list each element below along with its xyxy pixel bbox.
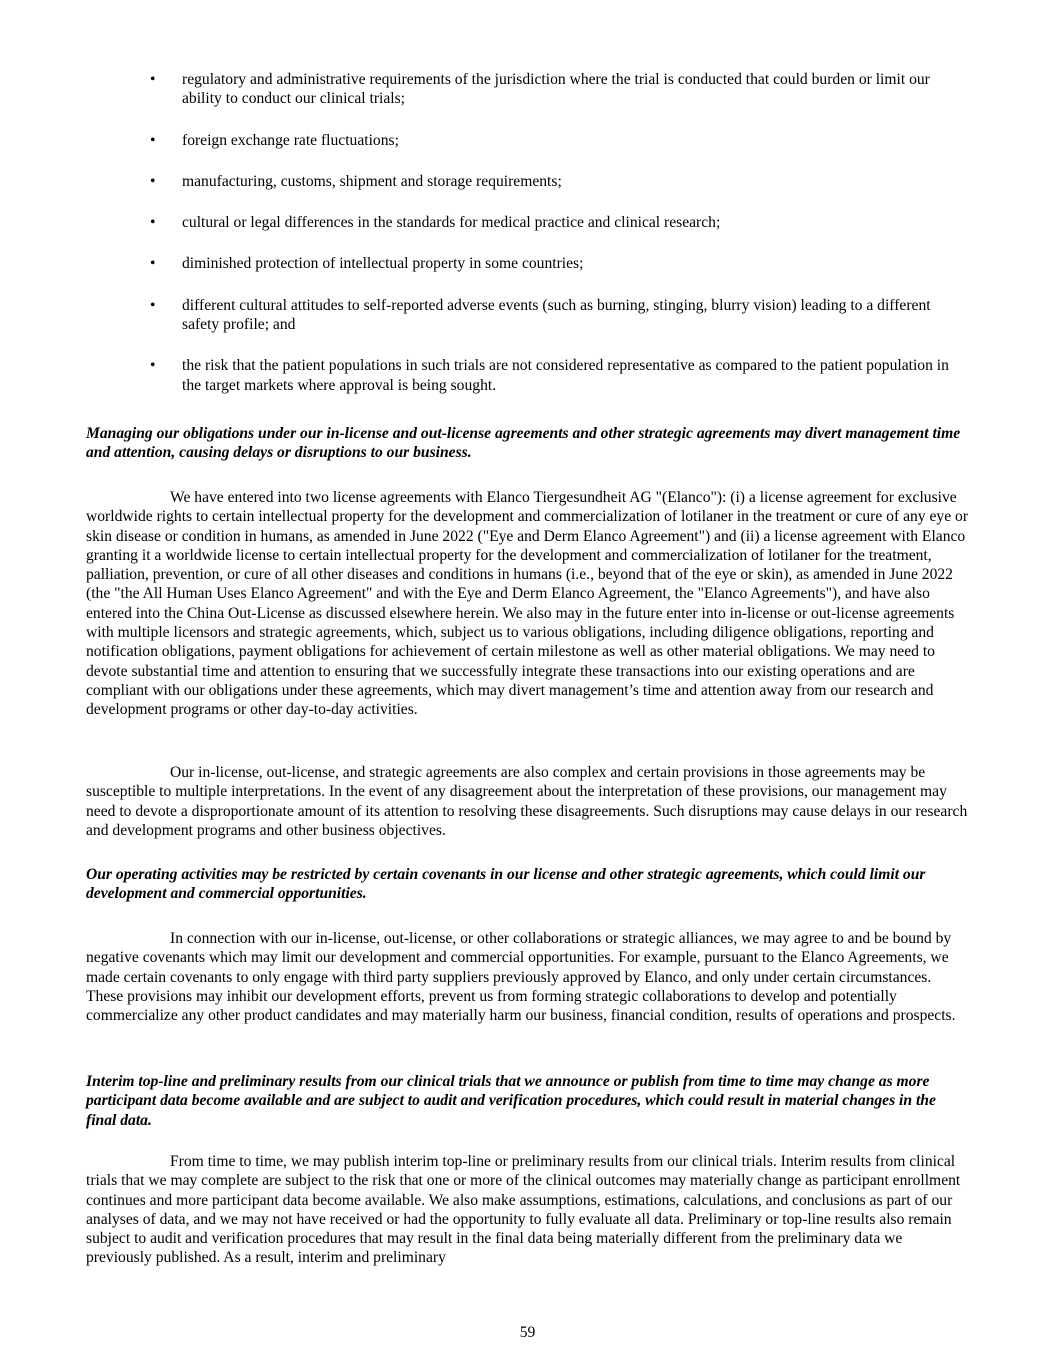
paragraph-interim-results: From time to time, we may publish interim top-line or preliminary results from our clinical trials. Interim results from clinical trials that we may complete are subject to the risk that one or more of the clinical outcomes may materially change as participant enrollment continues and more participant data become available. We also make assumptions, estimations, calculations, and conclusions as part of our analyses of data, and we may not have received or had the opportunity to fully evaluate all data. Preliminary or top-line results also remain subject to audit and verification procedures that may result in the final data being materially different from the preliminary data we previously published. As a result, interim and preliminary: [86, 1153, 961, 1267]
list-item: [86, 296, 968, 335]
section-heading-restrictive-covenants: Our operating activities may be restricted by certain covenants in our license and other strategic agreements, which could limit our development and commercial opportunities.: [86, 866, 926, 903]
list-item: [86, 131, 968, 150]
bullet-symbol: •: [150, 172, 156, 190]
bullet-text: different cultural attitudes to self-reported adverse events (such as burning, stinging, blurry vision) leading to a different safety profile; and: [182, 296, 931, 334]
bullet-symbol: •: [150, 357, 156, 375]
bullet-text: diminished protection of intellectual property in some countries;: [182, 255, 584, 273]
bullet-text: manufacturing, customs, shipment and storage requirements;: [182, 172, 562, 190]
bullet-symbol: •: [150, 296, 156, 314]
section-heading-license-obligations: Managing our obligations under our in-license and out-license agreements and other strategic agreements may divert management time and attention, causing delays or disruptions to our business.: [86, 425, 961, 462]
bullet-symbol: •: [150, 255, 156, 273]
paragraph-negative-covenants: In connection with our in-license, out-license, or other collaborations or strategic alliances, we may agree to and be bound by negative covenants which may limit our development and commercial opportunities. For example, pursuant to the Elanco Agreements, we made certain covenants to only engage with third party suppliers previously approved by Elanco, and only under certain circumstances. These provisions may inhibit our development efforts, prevent us from forming strategic collaborations to develop and potentially commercialize any other product candidates and may materially harm our business, financial condition, results of operations and prospects.: [86, 930, 956, 1025]
bullet-text: foreign exchange rate fluctuations;: [182, 131, 399, 149]
page-number: 59: [519, 1324, 536, 1341]
bullet-text: the risk that the patient populations in such trials are not considered representative as compared to the patient population in the target markets where approval is being sought.: [182, 357, 949, 394]
list-item: [86, 70, 968, 109]
bullet-text: cultural or legal differences in the standards for medical practice and clinical research;: [182, 214, 721, 232]
section-heading-interim-results: Interim top-line and preliminary results from our clinical trials that we announce or publish from time to time may change as more participant data become available and are subject to audit and verification procedures, which could result in material changes in the final data.: [86, 1073, 936, 1129]
list-item: [86, 213, 968, 232]
bullet-list: [86, 70, 968, 417]
bullet-symbol: •: [150, 131, 156, 149]
list-item: [86, 254, 968, 273]
paragraph-agreement-complexity: Our in-license, out-license, and strategic agreements are also complex and certain provisions in those agreements may be susceptible to multiple interpretations. In the event of any disagreement about the interpretation of these provisions, our management may need to devote a disproportionate amount of its attention to resolving these disagreements. Such disruptions may cause delays in our research and development programs and other business objectives.: [86, 764, 968, 839]
bullet-symbol: •: [150, 214, 156, 232]
bullet-symbol: •: [150, 71, 156, 88]
list-item: [86, 356, 968, 395]
paragraph-elanco-agreements: We have entered into two license agreements with Elanco Tiergesundheit AG "(Elanco"): (i) a license agreement for exclusive worldwide rights to certain intellectual property for the development and commercialization of lotilaner in the treatment or cure of any eye or skin disease or condition in humans, as amended in June 2022 ("Eye and Derm Elanco Agreement") and (ii) a license agreement with Elanco granting it a worldwide license to certain intellectual property for the development and commercialization of lotilaner for the treatment, palliation, prevention, or cure of all other diseases and conditions in humans (i.e., beyond that of the eye or skin), as amended in June 2022 (the "the All Human Uses Elanco Agreement" and with the Eye and Derm Elanco Agreement, the "Elanco Agreements"), and have also entered into the China Out-License as discussed elsewhere herein. We also may in the future enter into in-license or out-license agreements with multiple licensors and strategic agreements, which, subject us to various obligations, including diligence obligations, reporting and notification obligations, payment obligations for achievement of certain milestone as well as other material obligations. We may need to devote substantial time and attention to ensuring that we successfully integrate these transactions into our existing operations and are compliant with our obligations under these agreements, which may divert management’s time and attention away from our research and development programs or other day-to-day activities.: [86, 489, 969, 719]
list-item: [86, 172, 968, 191]
bullet-text: regulatory and administrative requirements of the jurisdiction where the trial is conducted that could burden or limit our ability to conduct our clinical trials;: [182, 71, 930, 108]
